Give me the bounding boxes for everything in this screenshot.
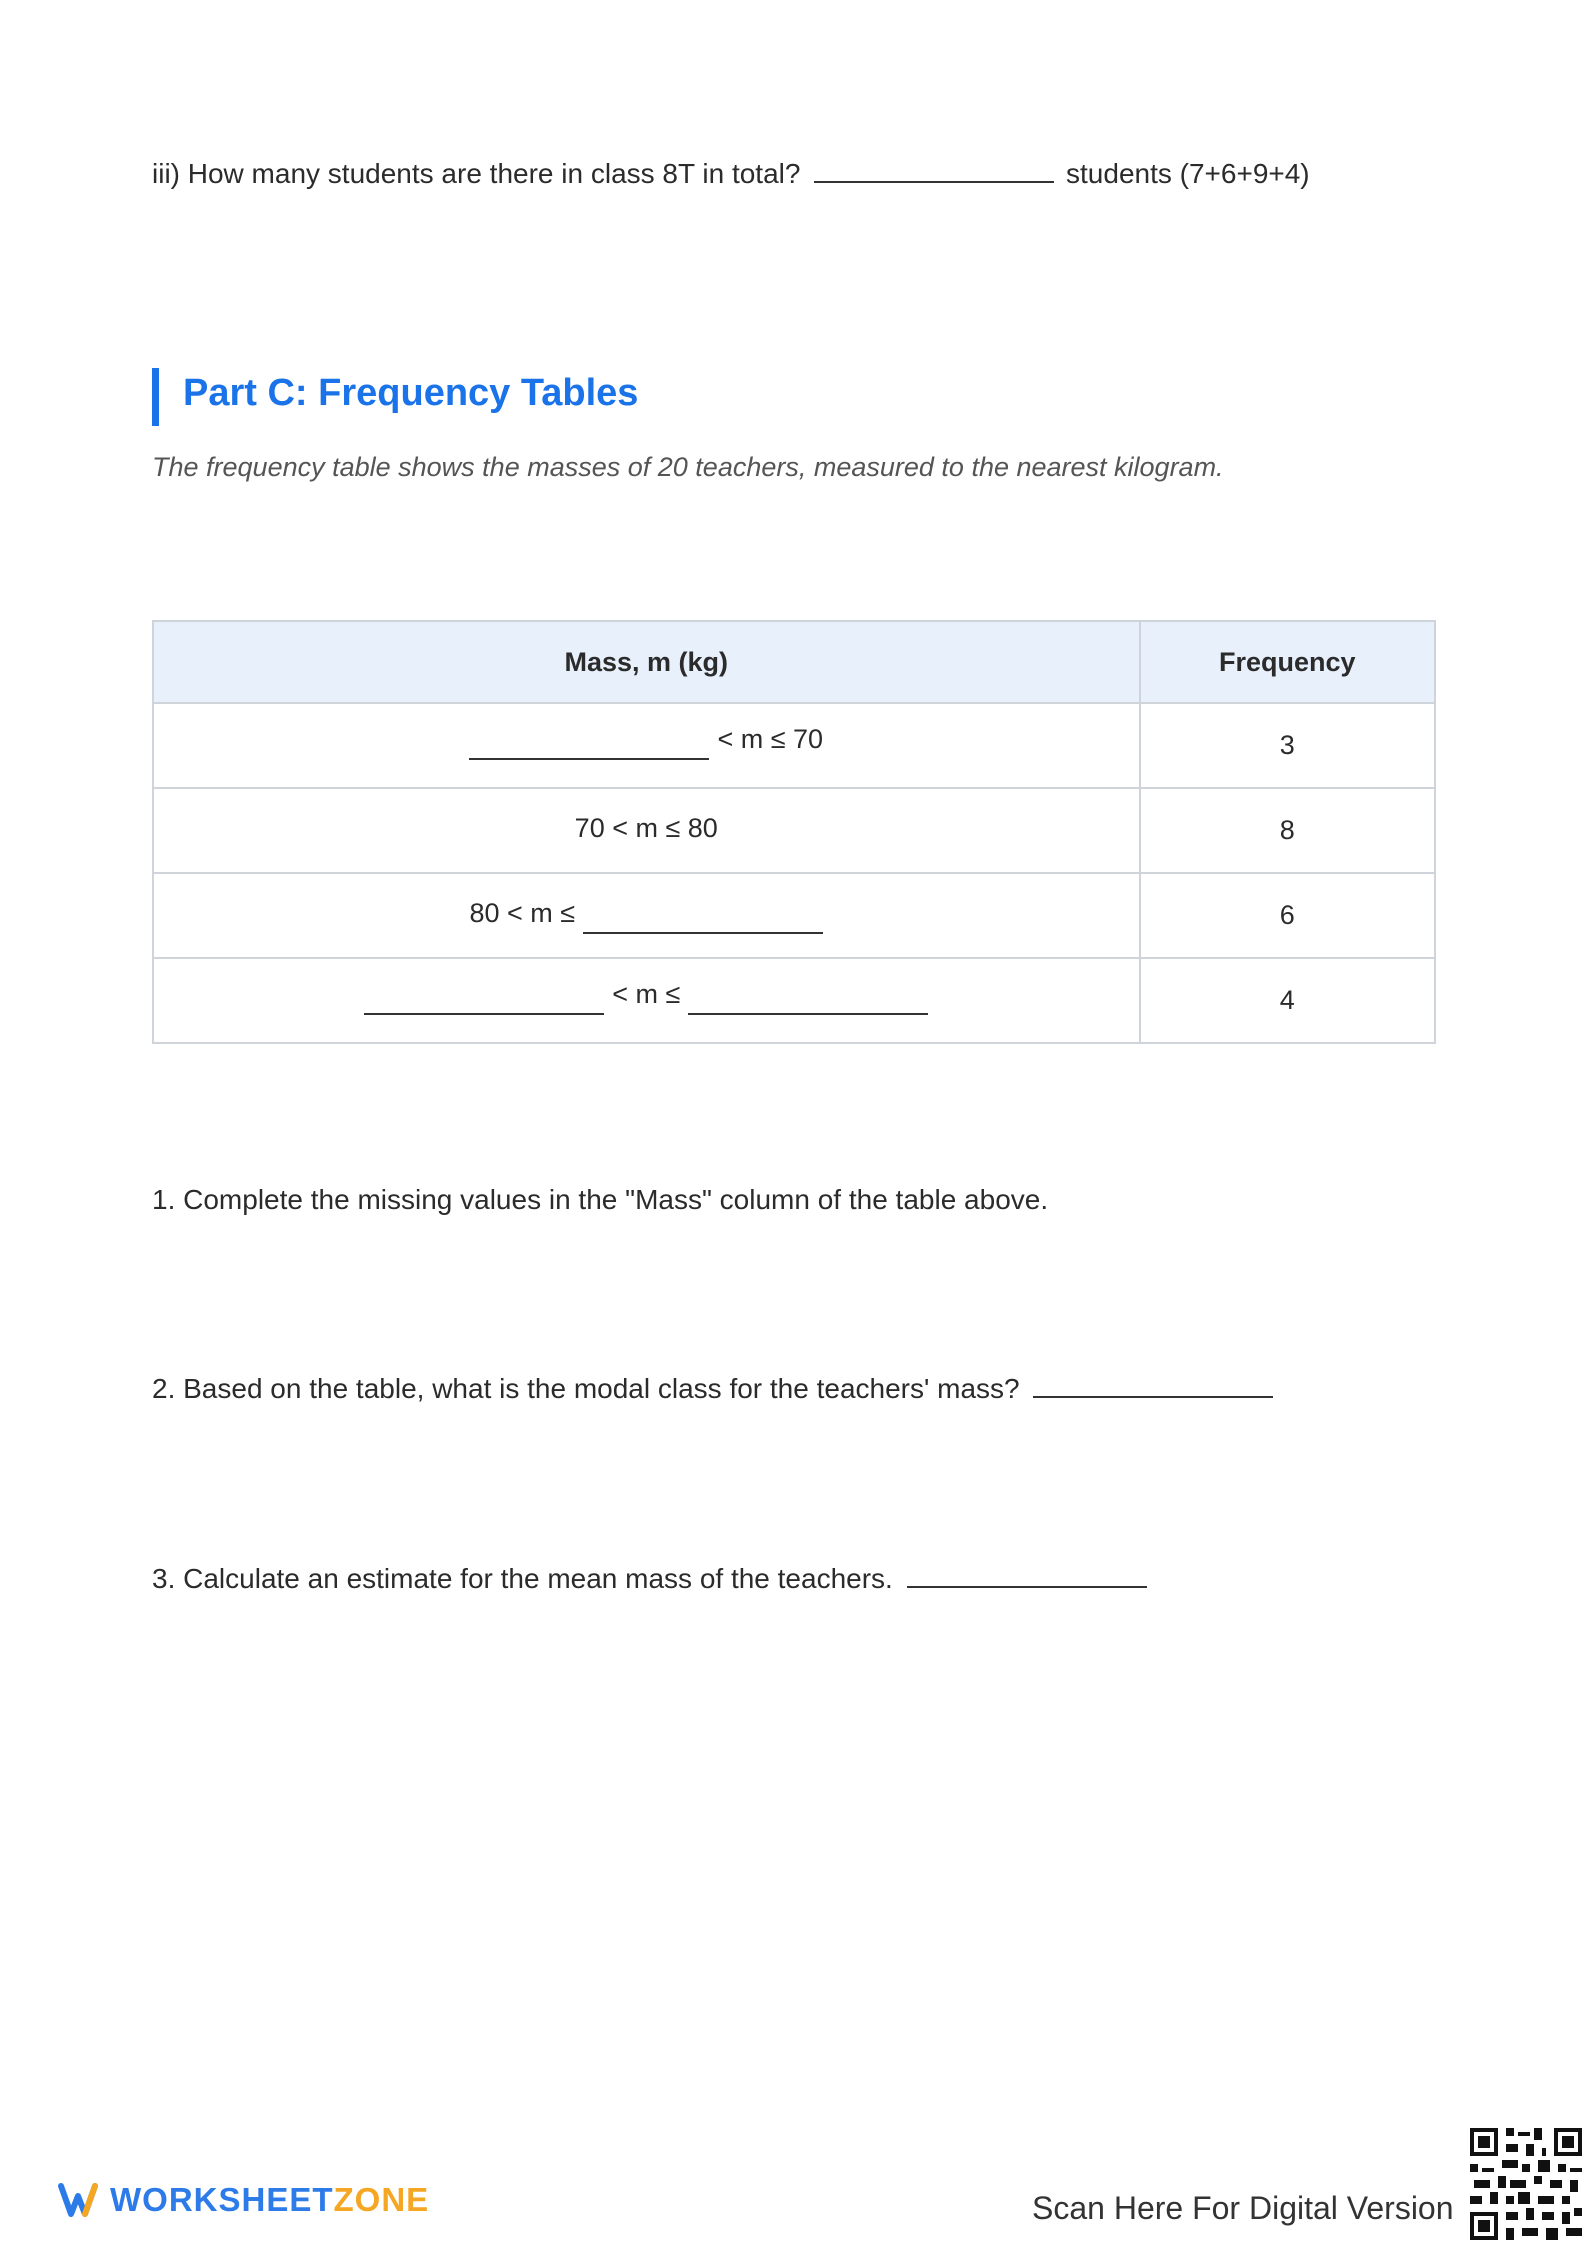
question-iii-suffix: students (7+6+9+4) bbox=[1066, 158, 1310, 189]
frequency-table bbox=[152, 620, 1436, 1044]
section-intro: The frequency table shows the masses of 20 teachers, measured to the nearest kilogram. bbox=[152, 452, 1224, 482]
question-iii bbox=[152, 158, 1310, 190]
frequency-cell: 4 bbox=[1140, 958, 1436, 1043]
header-frequency: Frequency bbox=[1140, 621, 1436, 703]
table-row bbox=[153, 873, 1435, 958]
question-iii-text: iii) How many students are there in class 8T in total? bbox=[152, 158, 801, 189]
question-1-text: 1. Complete the missing values in the "Mass" column of the table above. bbox=[152, 1184, 1049, 1215]
frequency-cell: 3 bbox=[1140, 703, 1436, 788]
mass-range-text: < m ≤ bbox=[612, 979, 681, 1009]
answer-blank-2[interactable] bbox=[1033, 1374, 1273, 1398]
logo-w-icon bbox=[58, 2180, 98, 2220]
question-3-text: 3. Calculate an estimate for the mean mass of the teachers. bbox=[152, 1563, 893, 1594]
worksheetzone-logo bbox=[58, 2180, 429, 2220]
qr-code-icon[interactable] bbox=[1470, 2128, 1582, 2240]
mass-cell bbox=[153, 788, 1140, 873]
mass-cell bbox=[153, 873, 1140, 958]
question-2 bbox=[152, 1373, 1273, 1405]
mass-cell bbox=[153, 703, 1140, 788]
mass-range-text: 80 < m ≤ bbox=[469, 897, 576, 928]
logo-text-part2: ZONE bbox=[333, 2181, 430, 2218]
mass-blank-lower[interactable] bbox=[364, 983, 604, 1015]
mass-blank-lower[interactable] bbox=[469, 728, 709, 760]
header-mass: Mass, m (kg) bbox=[153, 621, 1140, 703]
table-row bbox=[153, 703, 1435, 788]
logo-text bbox=[110, 2181, 429, 2219]
mass-range-text: < m ≤ 70 bbox=[717, 724, 824, 754]
mass-blank-upper[interactable] bbox=[688, 983, 928, 1015]
question-2-text: 2. Based on the table, what is the modal class for the teachers' mass? bbox=[152, 1373, 1020, 1404]
table-row bbox=[153, 788, 1435, 873]
table-header-row bbox=[153, 621, 1435, 703]
frequency-cell: 8 bbox=[1140, 788, 1436, 873]
mass-cell bbox=[153, 958, 1140, 1043]
question-3 bbox=[152, 1563, 1147, 1595]
frequency-cell: 6 bbox=[1140, 873, 1436, 958]
scan-here-text: Scan Here For Digital Version bbox=[1032, 2190, 1454, 2226]
question-1 bbox=[152, 1184, 1048, 1216]
mass-blank-upper[interactable] bbox=[583, 902, 823, 934]
mass-range-text: 70 < m ≤ 80 bbox=[574, 812, 718, 843]
answer-blank-iii[interactable] bbox=[814, 159, 1054, 183]
section-accent-bar bbox=[152, 368, 159, 426]
answer-blank-3[interactable] bbox=[907, 1564, 1147, 1588]
section-title: Part C: Frequency Tables bbox=[183, 372, 639, 414]
table-row bbox=[153, 958, 1435, 1043]
logo-text-part1: WORKSHEET bbox=[110, 2181, 334, 2218]
